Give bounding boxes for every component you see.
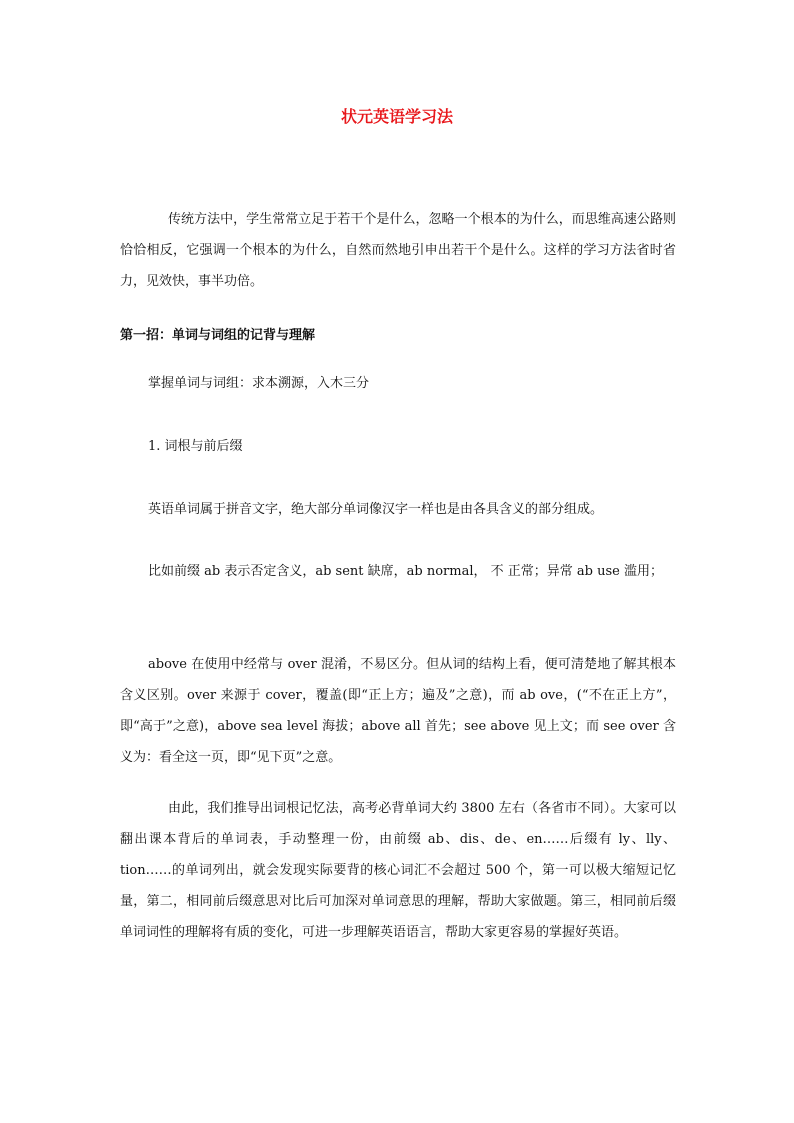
document-title: 状元英语学习法 xyxy=(340,107,453,126)
pinyin-paragraph: 英语单词属于拼音文字，绝大部分单词像汉字一样也是由各具含义的部分组成。 xyxy=(148,502,604,517)
list-item-label: 1. 词根与前后缀 xyxy=(148,439,243,454)
prefix-example-paragraph: 比如前缀 ab 表示否定含义，ab sent 缺席，ab normal， 不 正常；异常 ab use 滥用； xyxy=(148,564,663,579)
above-over-paragraph: above 在使用中经常与 over 混淆，不易区分。但从词的结构上看，便可清楚地了解其根本含义区别。over 来源于 cover，覆盖(即“正上方；遍及”之意)，而 ab ove，(“不在正上方”，即“高于”之意)，above sea level 海拔；above all 首先；see above 见上文；而 see over 含义为：看全这一页，即“见下页”之意。 xyxy=(120,657,676,765)
section-heading: 第一招：单词与词组的记背与理解 xyxy=(120,328,316,343)
method-paragraph: 由此，我们推导出词根记忆法，高考必背单词大约 3800 左右（各省市不同）。大家可以翻出课本背后的单词表，手动整理一份，由前缀 ab、dis、de、en……后缀有 ly、lly、tion……的单词列出，就会发现实际要背的核心词汇不会超过 500 个，第一可以极大缩短记忆量，第二，相同前后缀意思对比后可加深对单词意思的理解，帮助大家做题。第三，相同前后缀单词词性的理解将有质的变化，可进一步理解英语语言，帮助大家更容易的掌握好英语。 xyxy=(120,801,676,940)
intro-paragraph: 传统方法中，学生常常立足于若干个是什么，忽略一个根本的为什么，而思维高速公路则恰恰相反，它强调一个根本的为什么，自然而然地引申出若干个是什么。这样的学习方法省时省力，见效快，事半功倍。 xyxy=(120,212,676,289)
section-subtitle: 掌握单词与词组：求本溯源，入木三分 xyxy=(148,376,370,391)
